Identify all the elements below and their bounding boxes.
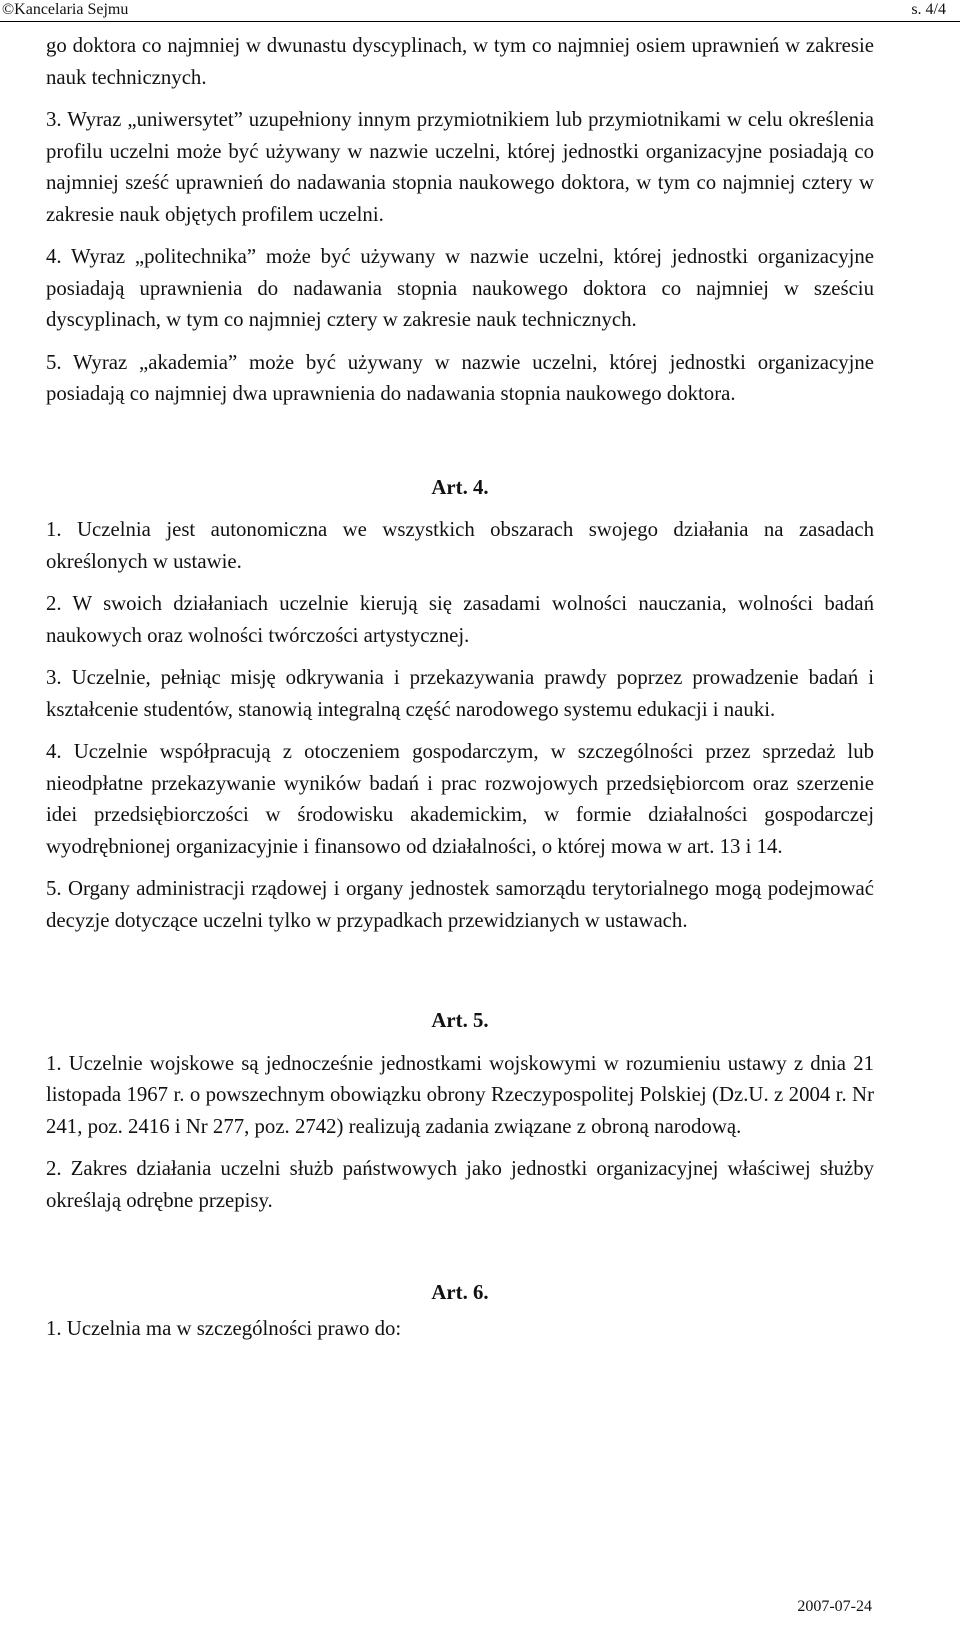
paragraph-3: 3. Wyraz „uniwersytet” uzupełniony innym przymiotnikiem lub przymiotnikami w celu określenia profilu uczelni może być używany w nazwie uczelni, której jednostki organizacyjne posiadają co najmniej sześć uprawnień do nadawania stopnia naukowego doktora, w tym co najmniej cztery w zakresie nauk objętych profilem uczelni. [46,108,874,226]
spacer [46,1227,874,1277]
paragraph-continuation: go doktora co najmniej w dwunastu dyscyplinach, w tym co najmniej osiem uprawnień w zakresie nauk technicznych. [46,34,874,89]
spacer [46,947,874,1005]
header-rule [0,21,960,22]
paragraph-4: 4. Wyraz „politechnika” może być używany w nazwie uczelni, której jednostki organizacyjne posiadają uprawnienia do nadawania stopnia naukowego doktora co najmniej w sześciu dyscyplinach, w tym co najmniej cztery w zakresie nauk technicznych. [46,245,874,331]
paragraph-5: 5. Wyraz „akademia” może być używany w nazwie uczelni, której jednostki organizacyjne posiadają co najmniej dwa uprawnienia do nadawania stopnia naukowego doktora. [46,350,874,405]
header-page-number: s. 4/4 [911,1,946,18]
document-body [46,30,874,1355]
header-source: ©Kancelaria Sejmu [2,1,129,18]
art4-paragraph-5: 5. Organy administracji rządowej i organy jednostek samorządu terytorialnego mogą podejmować decyzje dotyczące uczelni tylko w przypadkach przewidzianych w ustawach. [46,877,874,932]
art5-paragraph-2: 2. Zakres działania uczelni służb państwowych jako jednostki organizacyjnej właściwej służby określają odrębne przepisy. [46,1157,874,1212]
article-6-title: Art. 6. [431,1281,489,1304]
page-header [0,0,960,22]
art6-paragraph-1: 1. Uczelnia ma w szczególności prawo do: [46,1316,402,1340]
art4-paragraph-1: 1. Uczelnia jest autonomiczna we wszystkich obszarach swojego działania na zasadach określonych w ustawie. [46,518,874,573]
article-5-title: Art. 5. [431,1009,489,1032]
spacer [46,421,874,472]
art4-paragraph-2: 2. W swoich działaniach uczelnie kierują się zasadami wolności nauczania, wolności badań naukowych oraz wolności twórczości artystycznej. [46,592,874,647]
art4-paragraph-3: 3. Uczelnie, pełniąc misję odkrywania i przekazywania prawdy poprzez prowadzenie badań i kształcenie studentów, stanowią integralną część narodowego systemu edukacji i nauki. [46,666,874,721]
art5-paragraph-1: 1. Uczelnie wojskowe są jednocześnie jednostkami wojskowymi w rozumieniu ustawy z dnia 21 listopada 1967 r. o powszechnym obowiązku obrony Rzeczypospolitej Polskiej (Dz.U. z 2004 r. Nr 241, poz. 2416 i Nr 277, poz. 2742) realizują zadania związane z obroną narodową. [46,1051,874,1138]
art4-paragraph-4: 4. Uczelnie współpracują z otoczeniem gospodarczym, w szczególności przez sprzedaż lub nieodpłatne przekazywanie wyników badań i prac rozwojowych przedsiębiorcom oraz szerzenie idei przedsiębiorczości w środowisku akademickim, w formie działalności gospodarczej wyodrębnionej organizacyjnie i finansowo od działalności, o której mowa w art. 13 i 14. [46,740,874,858]
article-4-title: Art. 4. [431,475,489,499]
footer-date: 2007-07-24 [797,1598,872,1615]
